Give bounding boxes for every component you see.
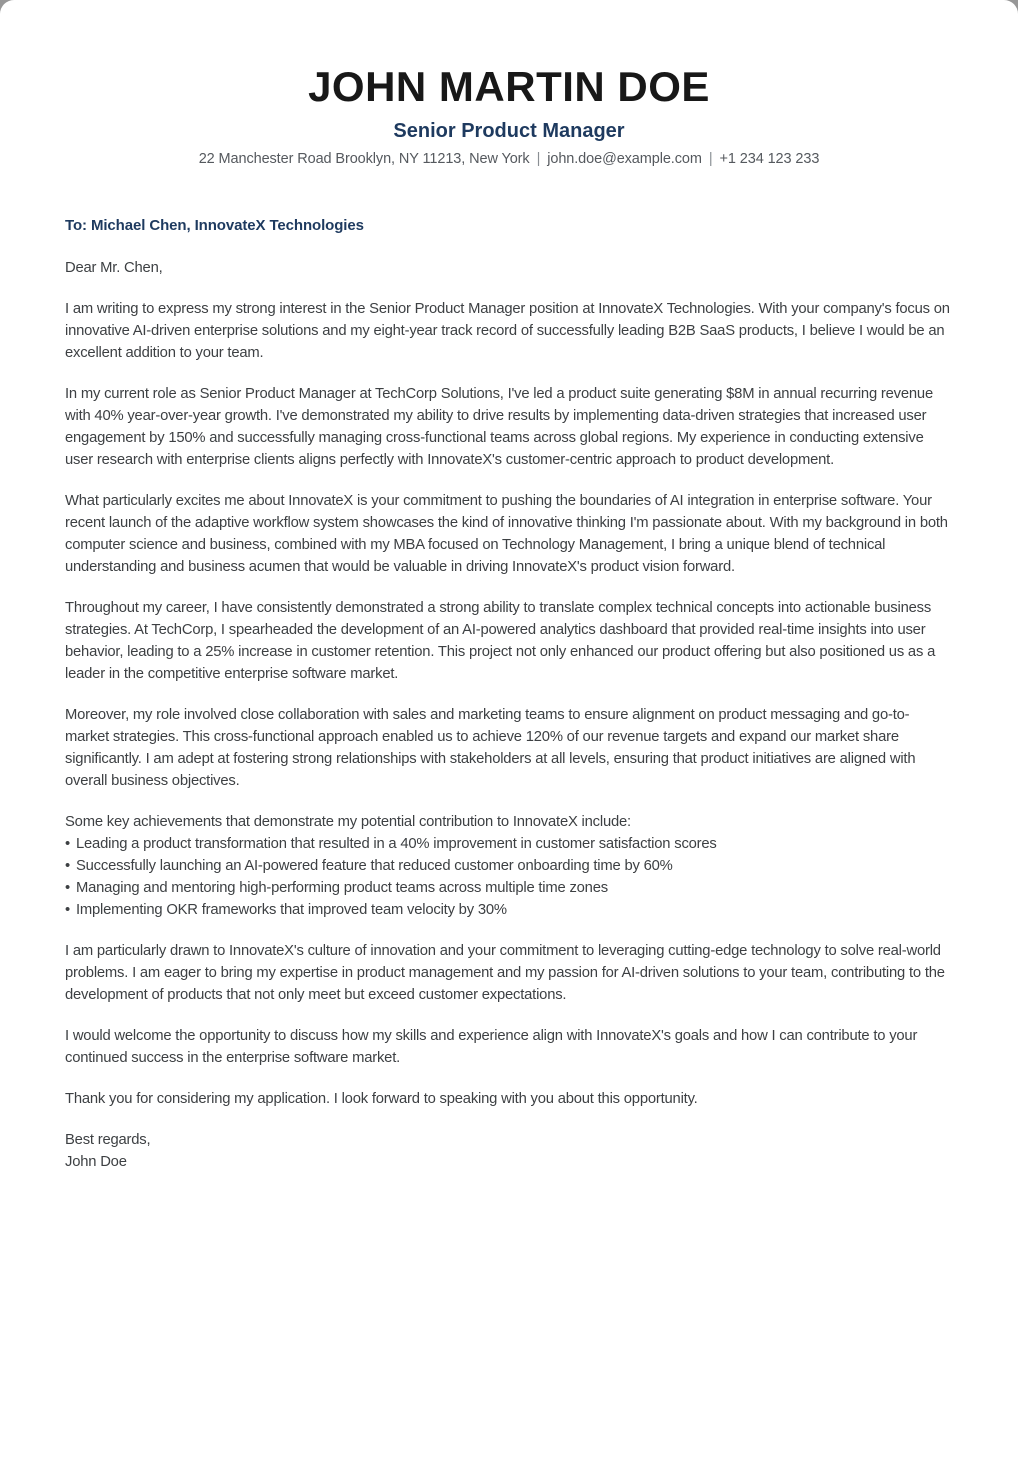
paragraph-excitement: What particularly excites me about InnovateX is your commitment to pushing the boundaries of AI integration in enterprise software. Your recent launch of the adaptive workflow system showcases the kind of innovative thinking I'm passionate about. With my background in both computer science and business, combined with my MBA focused on Technology Management, I bring a unique blend of technical understanding and business acumen that would be valuable in driving InnovateX's product vision forward. xyxy=(65,493,948,576)
achievement-text: Successfully launching an AI-powered feature that reduced customer onboarding time by 60% xyxy=(75,858,673,875)
achievement-item xyxy=(65,833,953,855)
achievement-item xyxy=(65,899,953,921)
salutation: Dear Mr. Chen, xyxy=(65,260,163,277)
achievements-intro: Some key achievements that demonstrate my potential contribution to InnovateX include: xyxy=(65,814,631,831)
paragraph-collaboration: Moreover, my role involved close collaboration with sales and marketing teams to ensure alignment on product messaging and go-to-market strategies. This cross-functional approach enabled us to achieve 120% of our revenue targets and expand our market share significantly. I am adept at fostering strong relationships with stakeholders at all levels, ensuring that product initiatives are aligned with overall business objectives. xyxy=(65,707,916,790)
applicant-job-title: Senior Product Manager xyxy=(393,120,625,143)
paragraph-intro: I am writing to express my strong interest in the Senior Product Manager position at InnovateX Technologies. With your company's focus on innovative AI-driven enterprise solutions and my eight-year track record of successfully leading B2B SaaS products, I believe I would be an excellent addition to your team. xyxy=(65,301,950,362)
signature-name: John Doe xyxy=(65,1154,127,1171)
paragraph-career: Throughout my career, I have consistently demonstrated a strong ability to translate complex technical concepts into actionable business strategies. At TechCorp, I spearheaded the development of an AI-powered analytics dashboard that provided real-time insights into user behavior, leading to a 25% increase in customer retention. This project not only enhanced our product offering but also positioned us as a leader in the competitive enterprise software market. xyxy=(65,600,936,683)
contact-phone: +1 234 123 233 xyxy=(719,151,820,168)
applicant-name: JOHN MARTIN DOE xyxy=(308,63,710,110)
achievements-section xyxy=(65,811,953,921)
paragraph-thanks: Thank you for considering my application. I look forward to speaking with you about this opportunity. xyxy=(65,1091,698,1108)
signoff-block xyxy=(65,1129,953,1173)
bullet-icon: • xyxy=(65,858,70,875)
contact-address: 22 Manchester Road Brooklyn, NY 11213, New York xyxy=(198,151,530,168)
signoff: Best regards, xyxy=(65,1132,151,1149)
achievement-text: Managing and mentoring high-performing product teams across multiple time zones xyxy=(75,880,608,897)
achievement-text: Implementing OKR frameworks that improved team velocity by 30% xyxy=(75,902,507,919)
achievement-item xyxy=(65,877,953,899)
recipient-line: To: Michael Chen, InnovateX Technologies xyxy=(65,217,364,235)
letter-header xyxy=(65,62,953,167)
contact-separator: | xyxy=(536,151,541,168)
paragraph-welcome: I would welcome the opportunity to discuss how my skills and experience align with InnovateX's goals and how I can contribute to your continued success in the enterprise software market. xyxy=(65,1028,918,1067)
bullet-icon: • xyxy=(65,836,70,853)
contact-email: john.doe@example.com xyxy=(547,151,702,168)
bullet-icon: • xyxy=(65,880,70,897)
bullet-icon: • xyxy=(65,902,70,919)
achievement-text: Leading a product transformation that resulted in a 40% improvement in customer satisfaction scores xyxy=(75,836,717,853)
contact-separator: | xyxy=(708,151,713,168)
achievement-item xyxy=(65,855,953,877)
contact-info xyxy=(65,151,953,167)
letter-body xyxy=(65,215,953,1173)
paragraph-culture: I am particularly drawn to InnovateX's culture of innovation and your commitment to leveraging cutting-edge technology to solve real-world problems. I am eager to bring my expertise in product management and my passion for AI-driven solutions to your team, contributing to the development of products that not only meet but exceed customer expectations. xyxy=(65,943,945,1004)
paragraph-current-role: In my current role as Senior Product Manager at TechCorp Solutions, I've led a product suite generating $8M in annual recurring revenue with 40% year-over-year growth. I've demonstrated my ability to drive results by implementing data-driven strategies that increased user engagement by 150% and successfully managing cross-functional teams across global regions. My experience in conducting extensive user research with enterprise clients aligns perfectly with InnovateX's customer-centric approach to product development. xyxy=(65,386,933,469)
